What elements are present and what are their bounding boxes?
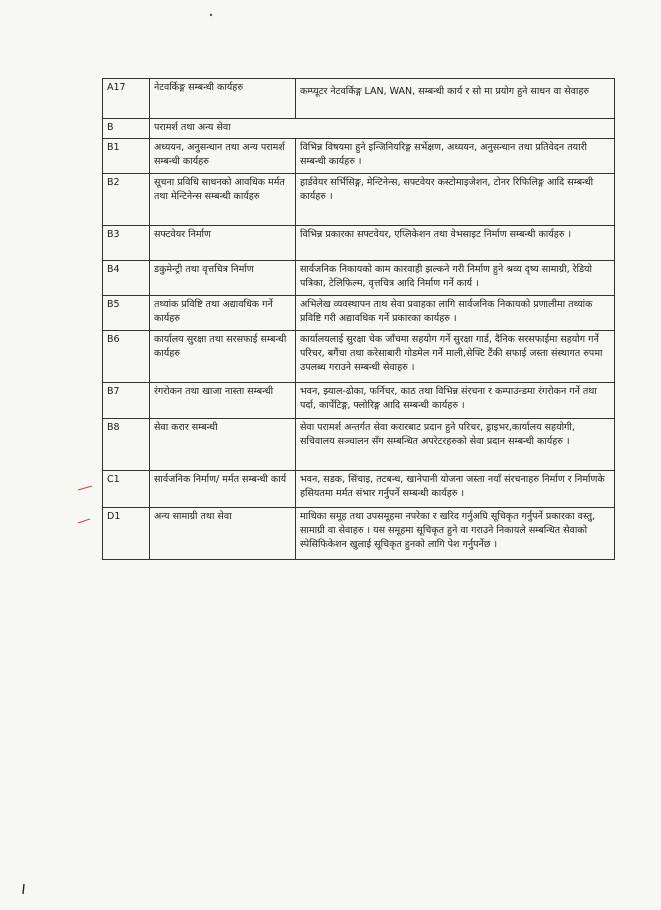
row-title: परामर्श तथा अन्य सेवा bbox=[150, 119, 615, 139]
row-code: B7 bbox=[103, 383, 150, 419]
row-description: कार्यालयलाई सुरक्षा चेक जाँचमा सहयोग गर्ने सुरक्षा गार्ड, दैनिक सरसफाईमा सहयोग गर्ने परिचर, बगैंचा तथा करेसाबारी गोडमेल गर्ने माली,सेफ्टि टैंकी सफाई जस्ता संस्थागत रुपमा उपलब्ध गराउने सम्बन्धी सेवाहरु । bbox=[296, 331, 615, 383]
row-description: हार्डवेयर सर्भिसिङ्ग, मेन्टिनेन्स, सफ्टवेयर कस्टोमाइजेशन, टोनर रिफिलिङ्ग आदि सम्बन्धी कार्यहरु । bbox=[296, 174, 615, 226]
table-row bbox=[103, 174, 615, 226]
row-description: भवन, सडक, सिंचाइ, तटबन्ध, खानेपानी योजना जस्ता नयाँ संरचनाहरु निर्माण र निर्माणके हसियतमा मर्मत संभार गर्नुपर्ने सम्बन्धी कार्यहरु । bbox=[296, 471, 615, 508]
row-code: B4 bbox=[103, 261, 150, 296]
row-code: B3 bbox=[103, 226, 150, 261]
table-row bbox=[103, 139, 615, 174]
row-title: नेटवर्किङ्ग सम्बन्धी कार्यहरु bbox=[150, 79, 296, 119]
table-row bbox=[103, 79, 615, 119]
row-description: विभिन्न विषयमा हुने इन्जिनियरिङ्ग सर्भेक्षण, अध्ययन, अनुसन्धान तथा प्रतिवेदन तयारी सम्बन्धी कार्यहरु । bbox=[296, 139, 615, 174]
row-code: B8 bbox=[103, 419, 150, 471]
row-code: B6 bbox=[103, 331, 150, 383]
scan-dot bbox=[210, 14, 212, 16]
margin-tick-mark bbox=[23, 884, 24, 894]
table-row bbox=[103, 331, 615, 383]
table-row bbox=[103, 508, 615, 560]
row-code: B2 bbox=[103, 174, 150, 226]
row-code: C1 bbox=[103, 471, 150, 508]
row-description: भवन, झ्याल-ढोका, फर्निचर, काठ तथा विभिन्न संरचना र कम्पाउन्डमा रंगरोकन गर्ने तथा पर्दा, कार्पेटिङ्ग, फ्लोरिङ्ग आदि सम्बन्धी कार्यहरु । bbox=[296, 383, 615, 419]
row-title: सार्वजनिक निर्माण/ मर्मत सम्बन्धी कार्य bbox=[150, 471, 296, 508]
margin-pen-mark bbox=[78, 486, 92, 490]
table-row bbox=[103, 261, 615, 296]
table-row bbox=[103, 119, 615, 139]
row-code: D1 bbox=[103, 508, 150, 560]
row-description: सेवा परामर्श अन्तर्गत सेवा करारबाट प्रदान हुने परिचर, ड्राइभर,कार्यालय सहयोगी, सचिवालय सञ्चालन सँग सम्बन्धित अपरेटरहरुको सेवा प्रदान सम्बन्धी कार्यहरु । bbox=[296, 419, 615, 471]
row-description: अभिलेख व्यवस्थापन ताथ सेवा प्रवाहका लागि सार्वजनिक निकायको प्रणालीमा तथ्यांक प्रविष्टि गरी अद्यावधिक गर्ने प्रकारका कार्यहरु । bbox=[296, 296, 615, 331]
row-code: B bbox=[103, 119, 150, 139]
row-description: सार्वजनिक निकायको काम कारवाही झल्कने गरी निर्माण हुने श्रव्य दृष्य सामाग्री, रेडियो पत्रिका, टेलिफिल्म, वृत्तचित्र आदि निर्माण गर्ने कार्य । bbox=[296, 261, 615, 296]
table-row bbox=[103, 296, 615, 331]
table-row bbox=[103, 419, 615, 471]
row-description: माथिका समूह तथा उपसमूहमा नपरेका र खरिद गर्नुअघि सूचिकृत गर्नुपर्ने प्रकारका वस्तु, सामाग्री वा सेवाहरु । यस समूहमा सूचिकृत हुने वा गराउने निकायले सम्बन्धित सेवाको स्पेसिफिकेशन खुलाई सूचिकृत हुनको लागि पेश गर्नुपर्नेछ । bbox=[296, 508, 615, 560]
row-title: सेवा करार सम्बन्धी bbox=[150, 419, 296, 471]
row-description: विभिन्न प्रकारका सफ्टवेयर, एप्लिकेशन तथा वेभसाइट निर्माण सम्बन्धी कार्यहरु । bbox=[296, 226, 615, 261]
row-title: कार्यालय सुरक्षा तथा सरसफाई सम्बन्धी कार्यहरु bbox=[150, 331, 296, 383]
service-category-table bbox=[102, 78, 615, 560]
row-title: अध्ययन, अनुसन्धान तथा अन्य परामर्श सम्बन्धी कार्यहरु bbox=[150, 139, 296, 174]
row-description: कम्प्यूटर नेटवर्किङ्ग LAN, WAN, सम्बन्धी कार्य र सो मा प्रयोग हुने साधन वा सेवाहरु bbox=[296, 79, 615, 119]
margin-pen-mark bbox=[78, 519, 90, 523]
row-title: डकुमेन्ट्री तथा वृत्तचित्र निर्माण bbox=[150, 261, 296, 296]
row-title: अन्य सामाग्री तथा सेवा bbox=[150, 508, 296, 560]
row-code: B5 bbox=[103, 296, 150, 331]
row-code: A17 bbox=[103, 79, 150, 119]
row-title: सफ्टवेयर निर्माण bbox=[150, 226, 296, 261]
table-row bbox=[103, 383, 615, 419]
table-row bbox=[103, 226, 615, 261]
row-title: रंगरोकन तथा खाजा नास्ता सम्बन्धी bbox=[150, 383, 296, 419]
row-title: तथ्यांक प्रविष्टि तथा अद्यावधिक गर्ने कार्यहरु bbox=[150, 296, 296, 331]
row-title: सूचना प्रविधि साधनको आवधिक मर्मत तथा मेन्टिनेन्स सम्बन्धी कार्यहरु bbox=[150, 174, 296, 226]
table-row bbox=[103, 471, 615, 508]
row-code: B1 bbox=[103, 139, 150, 174]
